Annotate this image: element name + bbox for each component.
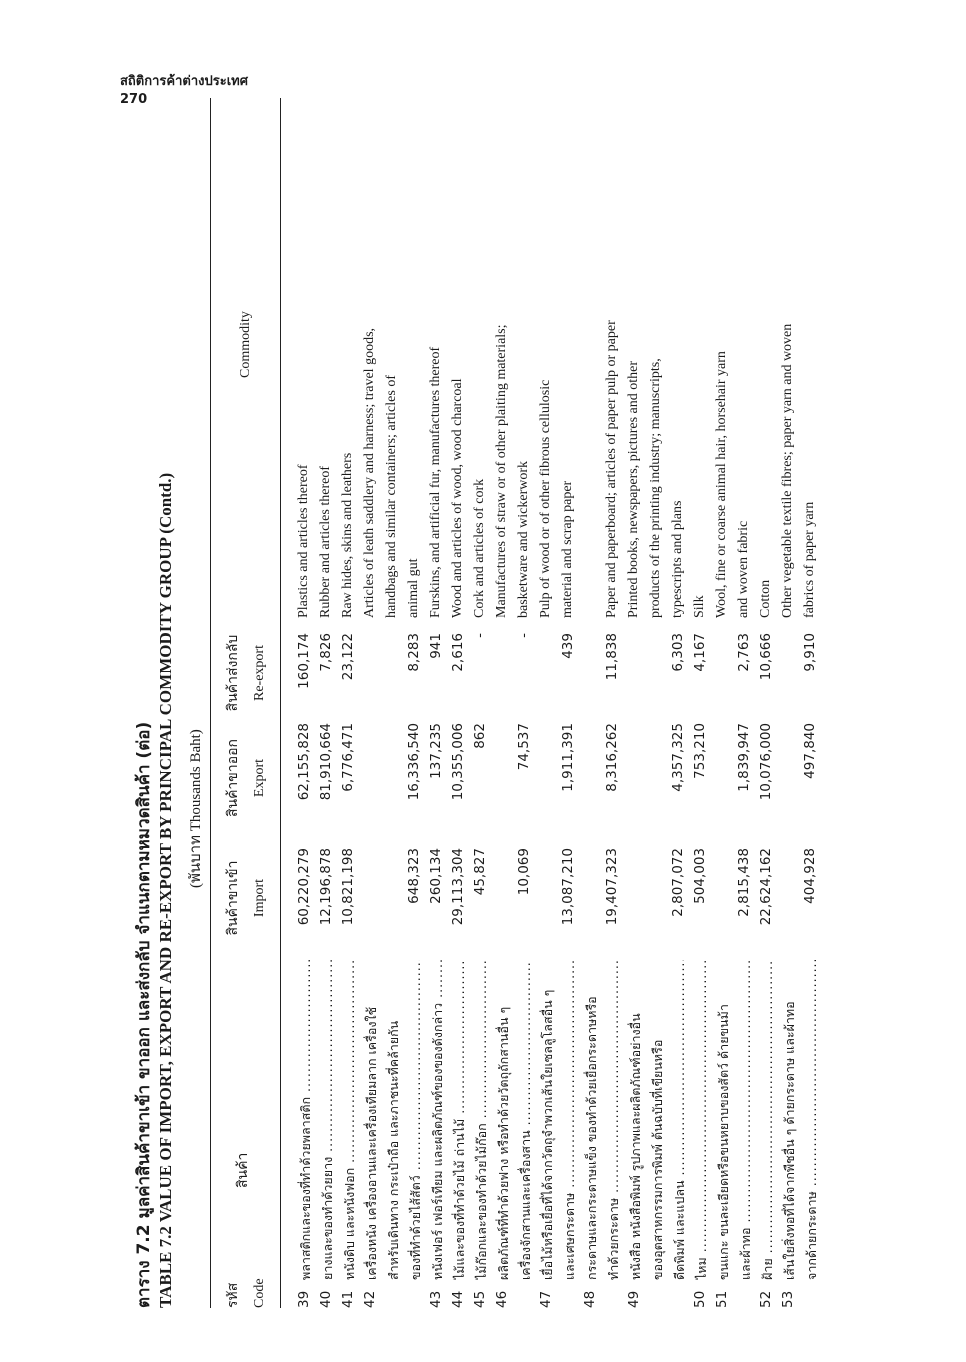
- row-export: 862: [472, 723, 488, 749]
- row-commodity-en: Silk: [692, 595, 707, 618]
- row-code: 43: [428, 1290, 444, 1308]
- row-export: 10,076,000: [758, 723, 774, 801]
- row-import: 2,807,072: [670, 848, 686, 917]
- row-commodity-th: ยางและของทำด้วยยาง .....: [318, 960, 338, 1280]
- row-commodity-en: Articles of leath saddlery and harness; travel goods,: [362, 327, 377, 618]
- row-commodity-en: products of the printing industry; manuscripts,: [648, 358, 663, 618]
- row-reexport: 4,167: [692, 633, 708, 672]
- row-import: 260,134: [428, 848, 444, 904]
- row-code: 53: [780, 1290, 796, 1308]
- row-commodity-th: ของที่ทำด้วยไส้สัตว์ .....: [406, 960, 426, 1280]
- row-reexport: 11,838: [604, 633, 620, 681]
- row-import: 12,196,878: [318, 848, 334, 926]
- table-row: [626, 98, 646, 1308]
- row-export: 6,776,471: [340, 723, 356, 792]
- table-title-en: TABLE 7.2 VALUE OF IMPORT, EXPORT AND RE-EXPORT BY PRINCIPAL COMMODITY GROUP (Contd.): [156, 472, 175, 1308]
- row-commodity-th: หนังสือ หนังสือพิมพ์ รูปภาพและผลิตภัณฑ์อย่างอื่น: [628, 1013, 643, 1280]
- row-export: 1,839,947: [736, 723, 752, 792]
- table-row: [758, 98, 778, 1308]
- row-import: 60,220,279: [296, 848, 312, 926]
- row-commodity-th: เส้นใยสิ่งทอที่ได้จากพืชอื่น ๆ ด้ายกระดาษ และผ้าทอ: [782, 1001, 797, 1280]
- row-code: 41: [340, 1290, 356, 1308]
- reexport-header-th: สินค้าส่งกลับ: [225, 634, 241, 712]
- row-commodity-en: and woven fabric: [736, 520, 751, 618]
- row-import: 504,003: [692, 848, 708, 904]
- commodity-header-th: สินค้า: [235, 1152, 251, 1188]
- import-header-en: Import: [252, 878, 267, 918]
- table-row: [384, 98, 404, 1308]
- table-row: [406, 98, 426, 1308]
- row-commodity-th: เครื่องหนัง เครื่องอานและเครื่องเทียมลาก เครื่องใช้: [364, 1006, 379, 1280]
- row-commodity-en: fabrics of paper yarn: [802, 501, 817, 618]
- header-top-rule: [210, 98, 211, 1308]
- row-export: 62,155,828: [296, 723, 312, 801]
- table-row: [604, 98, 624, 1308]
- row-commodity-th: ทำด้วยกระดาษ .....: [604, 960, 624, 1280]
- row-commodity-th: เครื่องจักสานและเครื่องสาน .....: [516, 960, 536, 1280]
- row-commodity-en: Manufactures of straw or of other plaiting materials;: [494, 324, 509, 618]
- row-import: 13,087,210: [560, 848, 576, 926]
- row-commodity-th: จากด้ายกระดาษ .....: [802, 960, 822, 1280]
- row-code: 50: [692, 1290, 708, 1308]
- code-header-th: รหัส: [225, 1282, 241, 1308]
- table-row: [428, 98, 448, 1308]
- row-import: 29,113,304: [450, 848, 466, 926]
- row-reexport: 6,303: [670, 633, 686, 672]
- table-row: [538, 98, 558, 1308]
- import-header-th: สินค้าขาเข้า: [225, 860, 241, 936]
- row-commodity-th: หนังเฟอร์ เฟอร์เทียม และผลิตภัณฑ์ของของดังกล่าว .....: [428, 960, 448, 1280]
- table-row: [692, 98, 712, 1308]
- row-export: 137,235: [428, 723, 444, 779]
- row-commodity-en: Pulp of wood or of other fibrous cellulosic: [538, 379, 553, 618]
- table-row: [714, 98, 734, 1308]
- row-reexport: -: [516, 633, 532, 638]
- row-export: 4,357,325: [670, 723, 686, 792]
- row-import: 45,827: [472, 848, 488, 896]
- row-commodity-th: ฝ้าย .....: [758, 960, 778, 1280]
- row-code: 39: [296, 1290, 312, 1308]
- row-reexport: 439: [560, 633, 576, 659]
- table-row: [560, 98, 580, 1308]
- row-import: 19,407,323: [604, 848, 620, 926]
- row-commodity-en: handbags and similar containers; articles of: [384, 375, 399, 618]
- row-commodity-th: ไหม .....: [692, 960, 712, 1280]
- row-export: 753,210: [692, 723, 708, 779]
- row-reexport: -: [472, 633, 488, 638]
- row-code: 49: [626, 1290, 642, 1308]
- row-import: 404,928: [802, 848, 818, 904]
- unit-label: (พันบาท Thousands Baht): [188, 729, 204, 888]
- export-header-en: Export: [252, 758, 267, 798]
- table-row: [648, 98, 668, 1308]
- row-import: 10,069: [516, 848, 532, 896]
- row-reexport: 10,666: [758, 633, 774, 681]
- row-reexport: 8,283: [406, 633, 422, 672]
- row-commodity-th: ผลิตภัณฑ์ที่ทำด้วยฟาง หรือทำด้วยวัตถุถักสานอื่น ๆ: [496, 1006, 511, 1280]
- page-number: 270: [120, 92, 148, 107]
- rotated-table: [130, 98, 890, 1308]
- table-row: [802, 98, 822, 1308]
- table-row: [516, 98, 536, 1308]
- row-commodity-en: Other vegetable textile fibres; paper yarn and woven: [780, 323, 795, 618]
- row-commodity-th: ของอุตสาหกรรมการพิมพ์ ต้นฉบับที่เขียนหรือ: [650, 1039, 665, 1280]
- row-commodity-th: และผ้าทอ .....: [736, 960, 756, 1280]
- row-commodity-th: หนังดิบ และหนังฟอก .....: [340, 960, 360, 1280]
- row-export: 497,840: [802, 723, 818, 779]
- table-row: [494, 98, 514, 1308]
- row-reexport: 9,910: [802, 633, 818, 672]
- code-header-en: Code: [252, 1278, 267, 1308]
- row-reexport: 941: [428, 633, 444, 659]
- row-commodity-en: Rubber and articles thereof: [318, 466, 333, 618]
- table-row: [780, 98, 800, 1308]
- row-code: 45: [472, 1290, 488, 1308]
- row-import: 648,323: [406, 848, 422, 904]
- row-code: 48: [582, 1290, 598, 1308]
- row-import: 2,815,438: [736, 848, 752, 917]
- table-row: [472, 98, 492, 1308]
- table-row: [296, 98, 316, 1308]
- table-row: [736, 98, 756, 1308]
- row-import: 22,624,162: [758, 848, 774, 926]
- reexport-header-en: Re-export: [252, 645, 267, 701]
- row-commodity-th: เยื่อไม้หรือเยื่อที่ได้จากวัตถุจำพวกเส้นใยเซลลูโลสอื่น ๆ: [540, 989, 555, 1280]
- row-reexport: 160,174: [296, 633, 312, 689]
- row-commodity-th: ไม้ก๊อกและของทำด้วยไม้ก๊อก .....: [472, 960, 492, 1280]
- header-bottom-rule: [280, 98, 281, 1308]
- row-commodity-en: Printed books, newspapers, pictures and other: [626, 361, 641, 618]
- row-export: 10,355,006: [450, 723, 466, 801]
- row-export: 1,911,391: [560, 723, 576, 792]
- row-commodity-en: Furskins, and artificial fur, manufactures thereof: [428, 346, 443, 618]
- row-code: 51: [714, 1290, 730, 1308]
- row-reexport: 23,122: [340, 633, 356, 681]
- row-commodity-th: ไม้และของที่ทำด้วยไม้ ถ่านไม้ .....: [450, 960, 470, 1280]
- row-commodity-en: material and scrap paper: [560, 480, 575, 618]
- row-code: 46: [494, 1290, 510, 1308]
- row-commodity-th: สำหรับเดินทาง กระเป๋าถือ และภาชนะที่คล้ายกัน: [386, 1020, 401, 1280]
- row-export: 74,537: [516, 723, 532, 771]
- row-export: 81,910,664: [318, 723, 334, 801]
- table-row: [340, 98, 360, 1308]
- row-reexport: 7,826: [318, 633, 334, 672]
- row-commodity-en: animal gut: [406, 558, 421, 618]
- row-commodity-en: Cork and articles of cork: [472, 478, 487, 618]
- row-commodity-th: ดีดพิมพ์ และแปลน .....: [670, 960, 690, 1280]
- row-reexport: 2,763: [736, 633, 752, 672]
- row-commodity-en: basketware and wickerwork: [516, 460, 531, 618]
- table-row: [318, 98, 338, 1308]
- table-row: [450, 98, 470, 1308]
- row-commodity-th: พลาสติกและของที่ทำด้วยพลาสติก .....: [296, 960, 316, 1280]
- row-commodity-th: ขนแกะ ขนละเอียดหรือขนหยาบของสัตว์ ด้ายขนม้า: [716, 1004, 731, 1280]
- row-code: 42: [362, 1290, 378, 1308]
- row-commodity-th: และเศษกระดาษ .....: [560, 960, 580, 1280]
- row-commodity-en: typescripts and plans: [670, 500, 685, 618]
- table-row: [362, 98, 382, 1308]
- row-code: 40: [318, 1290, 334, 1308]
- row-import: 10,821,198: [340, 848, 356, 926]
- row-reexport: 2,616: [450, 633, 466, 672]
- table-row: [582, 98, 602, 1308]
- row-commodity-en: Plastics and articles thereof: [296, 464, 311, 618]
- commodity-header-en: Commodity: [238, 311, 253, 378]
- header-title: สถิติการค้าต่างประเทศ: [120, 74, 248, 89]
- row-commodity-th: กระดาษและกระดาษแข็ง ของทำด้วยเยื่อกระดาษหรือ: [584, 996, 599, 1280]
- row-code: 44: [450, 1290, 466, 1308]
- row-commodity-en: Wool, fine or coarse animal hair, horsehair yarn: [714, 351, 729, 618]
- row-commodity-en: Raw hides, skins and leathers: [340, 452, 355, 618]
- row-commodity-en: Cotton: [758, 579, 773, 618]
- table-title-th: ตาราง 7.2 มูลค่าสินค้าขาเข้า ขาออก และส่งกลับ จำแนกตามหมวดสินค้า (ต่อ): [134, 721, 154, 1308]
- table-row: [670, 98, 690, 1308]
- export-header-th: สินค้าขาออก: [225, 738, 241, 818]
- row-commodity-en: Wood and articles of wood, wood charcoal: [450, 378, 465, 618]
- row-export: 16,336,540: [406, 723, 422, 801]
- row-code: 47: [538, 1290, 554, 1308]
- row-export: 8,316,262: [604, 723, 620, 792]
- row-code: 52: [758, 1290, 774, 1308]
- row-commodity-en: Paper and paperboard; articles of paper pulp or paper: [604, 320, 619, 618]
